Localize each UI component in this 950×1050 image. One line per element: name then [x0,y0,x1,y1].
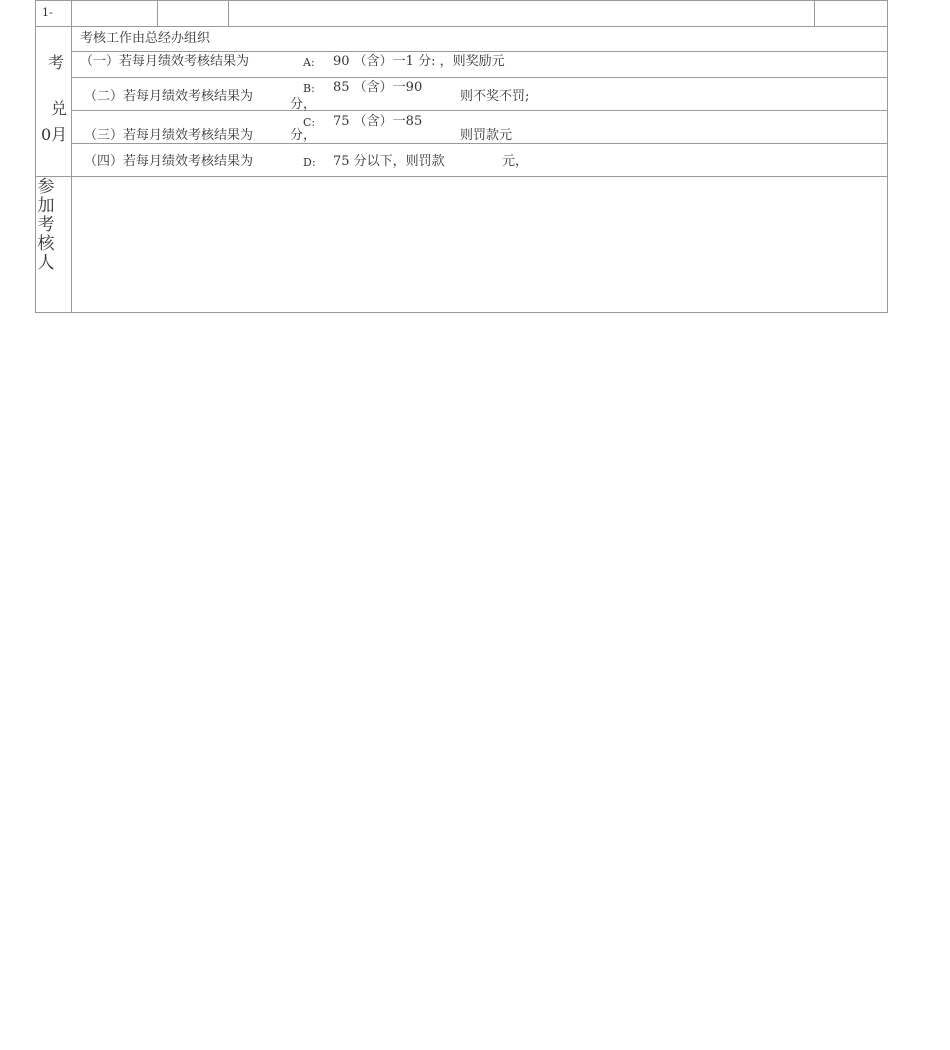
table-border-top [35,0,888,1]
table-border-bottom [35,312,888,313]
grade-label: B: [303,82,315,95]
rule-text: （四）若每月绩效考核结果为 [84,154,254,169]
side-label-char: 考 [48,53,65,72]
rule-text: （二）若每月绩效考核结果为 [84,89,254,104]
grade-label: D: [303,156,316,169]
table-divider [157,0,158,26]
grade-range-text: 90 （含）一1 分: ，则奖励元 [333,54,505,69]
grade-range-text: 75 （含）一85 [333,114,423,129]
table-divider [71,51,888,52]
grade-range-text: 85 （含）一90 [333,80,423,95]
table-divider [35,26,888,27]
participants-cell[interactable] [72,177,887,312]
assessment-organizer-text: 考核工作由总经办组织 [80,31,211,46]
table-divider [71,143,888,144]
table-divider [71,110,888,111]
grade-range-text: 75 分以下，则罚款 [333,154,445,169]
grade-label: C: [303,116,316,129]
side-label-char: 兑 [51,99,68,118]
rule-text: （三）若每月绩效考核结果为 [84,128,254,143]
table-divider [814,0,815,26]
participants-label: 参加考核人 [37,177,55,273]
unit-text: 分， [290,97,317,112]
result-text: 则罚款元 [460,128,513,143]
side-label-char: 0月 [41,125,68,144]
result-text: 元， [502,154,529,169]
unit-text: 分， [290,128,317,143]
result-text: 则不奖不罚; [460,89,530,104]
grade-label: A: [303,56,315,69]
rule-text: （一）若每月绩效考核结果为 [80,54,250,69]
table-divider [228,0,229,26]
table-border-right [887,0,888,313]
row-number-cell: 1- [42,6,53,19]
table-divider [71,77,888,78]
